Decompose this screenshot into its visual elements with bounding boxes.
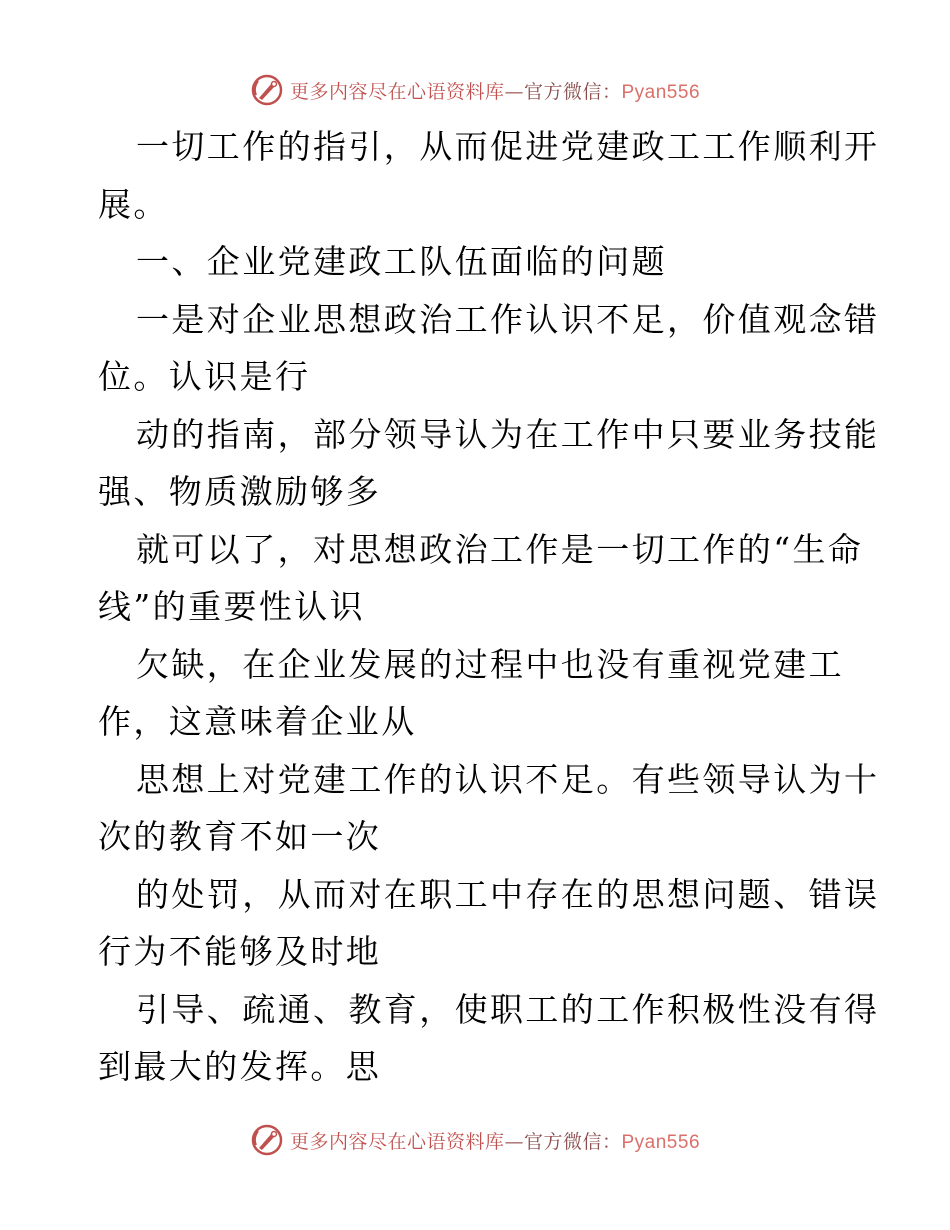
text-line: 就可以了，对思想政治工作是一切工作的“生命 <box>136 529 864 569</box>
pen-nib-logo-icon <box>250 73 284 107</box>
text-line: 到最大的发挥。思 <box>98 1047 382 1086</box>
text-line: 一切工作的指引，从而促进党建政工工作顺利开 <box>136 127 880 166</box>
watermark-wechat-id: Pyan556 <box>621 1131 701 1153</box>
header-watermark-banner <box>0 70 950 110</box>
text-line: 线”的重要性认识 <box>98 587 366 626</box>
document-body <box>98 118 880 1096</box>
watermark-wechat-id: Pyan556 <box>621 81 701 103</box>
watermark-dash: — <box>504 1130 524 1153</box>
text-line: 的处罚，从而对在职工中存在的思想问题、错误 <box>136 874 880 914</box>
watermark-dash: — <box>504 80 524 103</box>
text-line: 一是对企业思想政治工作认识不足，价值观念错 <box>136 299 880 339</box>
section-heading: 一、企业党建政工队伍面临的问题 <box>136 242 667 281</box>
text-line: 动的指南，部分领导认为在工作中只要业务技能 <box>136 414 880 454</box>
pen-nib-logo-icon <box>250 1123 284 1157</box>
text-line: 展。 <box>98 184 169 224</box>
watermark-site-text: 更多内容尽在心语资料库 <box>289 1130 505 1153</box>
header-watermark-text <box>290 77 700 104</box>
footer-watermark-text <box>290 1127 700 1154</box>
watermark-wechat-label: 官方微信： <box>523 1130 622 1153</box>
watermark-site-text: 更多内容尽在心语资料库 <box>289 80 505 103</box>
footer-watermark-banner <box>0 1120 950 1160</box>
text-line: 强、物质激励够多 <box>98 472 382 511</box>
footer-watermark-content <box>250 1123 700 1157</box>
text-line: 欠缺，在企业发展的过程中也没有重视党建工 <box>136 644 844 684</box>
text-line: 思想上对党建工作的认识不足。有些领导认为十 <box>136 759 880 799</box>
text-line: 位。认识是行 <box>98 357 311 396</box>
watermark-wechat-label: 官方微信： <box>523 80 622 103</box>
text-line: 作，这意味着企业从 <box>98 702 417 741</box>
text-line: 次的教育不如一次 <box>98 817 382 856</box>
text-line: 引导、疏通、教育，使职工的工作积极性没有得 <box>136 989 880 1029</box>
text-line: 行为不能够及时地 <box>98 932 382 971</box>
header-watermark-content <box>250 73 700 107</box>
